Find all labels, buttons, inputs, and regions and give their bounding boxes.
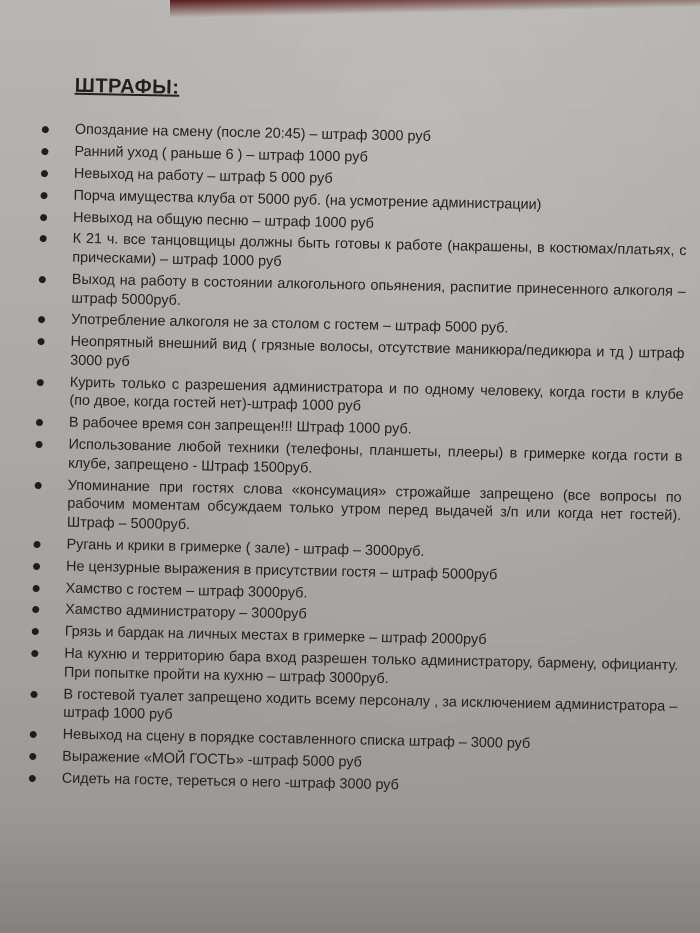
fine-text: Выход на работу в состоянии алкогольного опьянения, распитие принесенного алкоголя – штраф 5000руб. (71, 271, 686, 309)
bullet-icon (35, 441, 42, 448)
bullet-icon (29, 775, 36, 782)
bullet-icon (36, 419, 43, 426)
bullet-icon (41, 148, 48, 155)
fine-text: Грязь и бардак на личных местах в гримерке – штраф 2000руб (64, 623, 487, 649)
fine-text: Не цензурные выражения в присутствии гостя – штраф 5000руб (65, 558, 498, 583)
fines-list (26, 120, 700, 801)
fine-text: Сидеть на госте, тереться о него -штраф 3000 руб (61, 770, 400, 794)
fine-text: Хамство с гостем – штраф 3000руб. (65, 580, 308, 601)
fine-text: К 21 ч. все танцовщицы должны быть готовы к работе (накрашены, в костюмах/платьях, с прическами) – штраф 1000 руб (72, 231, 687, 270)
bullet-icon (41, 170, 48, 177)
bullet-icon (30, 731, 37, 738)
fine-item (31, 476, 682, 545)
bullet-icon (33, 584, 40, 591)
bullet-icon (38, 316, 45, 323)
fine-text: Невыход на общую песню – штраф 1000 руб (72, 209, 375, 232)
fine-text: В рабочее время сон запрещен!!! Штраф 1000 руб. (68, 414, 412, 438)
bullet-icon (39, 276, 46, 283)
fine-text: Невыход на работу – штраф 5 000 руб (73, 165, 333, 187)
fine-text: Порча имущества клуба от 5000 руб. (на усмотрение администрации) (73, 187, 542, 213)
bullet-icon (29, 753, 36, 760)
bullet-icon (32, 628, 39, 635)
fine-text: Невыход на сцену в порядке составленного списка штраф – 3000 руб (62, 726, 531, 753)
bullet-icon (33, 563, 40, 570)
bullet-icon (37, 379, 44, 386)
bullet-icon (33, 541, 40, 548)
bullet-icon (40, 214, 47, 221)
fine-text: На кухню и территорию бара вход разрешен только администратору, бармену, официанту. При попытке пройти на кухню – штраф 3000руб. (63, 645, 679, 687)
bullet-icon (31, 650, 38, 657)
fine-text: Курить только с разрешения администратора и по одному человеку, когда гости в клубе (по двое, когда гостей нет)-штраф 1000 руб (69, 374, 684, 415)
paper-shade (0, 813, 700, 933)
bullet-icon (40, 235, 47, 242)
bullet-icon (30, 691, 37, 698)
fine-text: Ругань и крики в гримерке ( зале) - штраф – 3000руб. (66, 536, 425, 560)
bullet-icon (35, 482, 42, 489)
fines-document (26, 72, 700, 804)
fine-text: Выражение «МОЙ ГОСТЬ» -штраф 5000 руб (62, 748, 363, 771)
bullet-icon (38, 338, 45, 345)
fine-text: Неопрятный внешний вид ( грязные волосы, отсутствие маникюра/педикюра и тд ) штраф 3000 руб (70, 333, 685, 370)
fine-text: Ранний уход ( раньше 6 ) – штраф 1000 руб (74, 143, 368, 166)
bullet-icon (40, 192, 47, 199)
fine-text: Употребление алкоголя не за столом с гостем – штраф 5000 руб. (70, 312, 509, 337)
fine-text: Хамство администратору – 3000руб (65, 602, 307, 623)
bullet-icon (42, 126, 49, 133)
fine-text: В гостевой туалет запрещено ходить всему персоналу , за исключением администратора – штраф 1000 руб (62, 686, 678, 724)
fine-text: Опоздание на смену (после 20:45) – штраф 3000 руб (74, 121, 432, 145)
fine-text: Использование любой техники (телефоны, планшеты, плееры) в гримерке когда гости в клубе, запрещено - Штраф 1500руб. (67, 436, 683, 477)
document-title: ШТРАФЫ: (74, 74, 180, 99)
bullet-icon (32, 606, 39, 613)
background-shadow (170, 0, 700, 18)
fine-text: Упоминание при гостях слова «консумация» строжайше запрещено (все вопросы по рабочим моментам обсуждаем только утром перед выдачей з/п или когда нет гостей). Штраф – 5000руб. (66, 477, 682, 533)
